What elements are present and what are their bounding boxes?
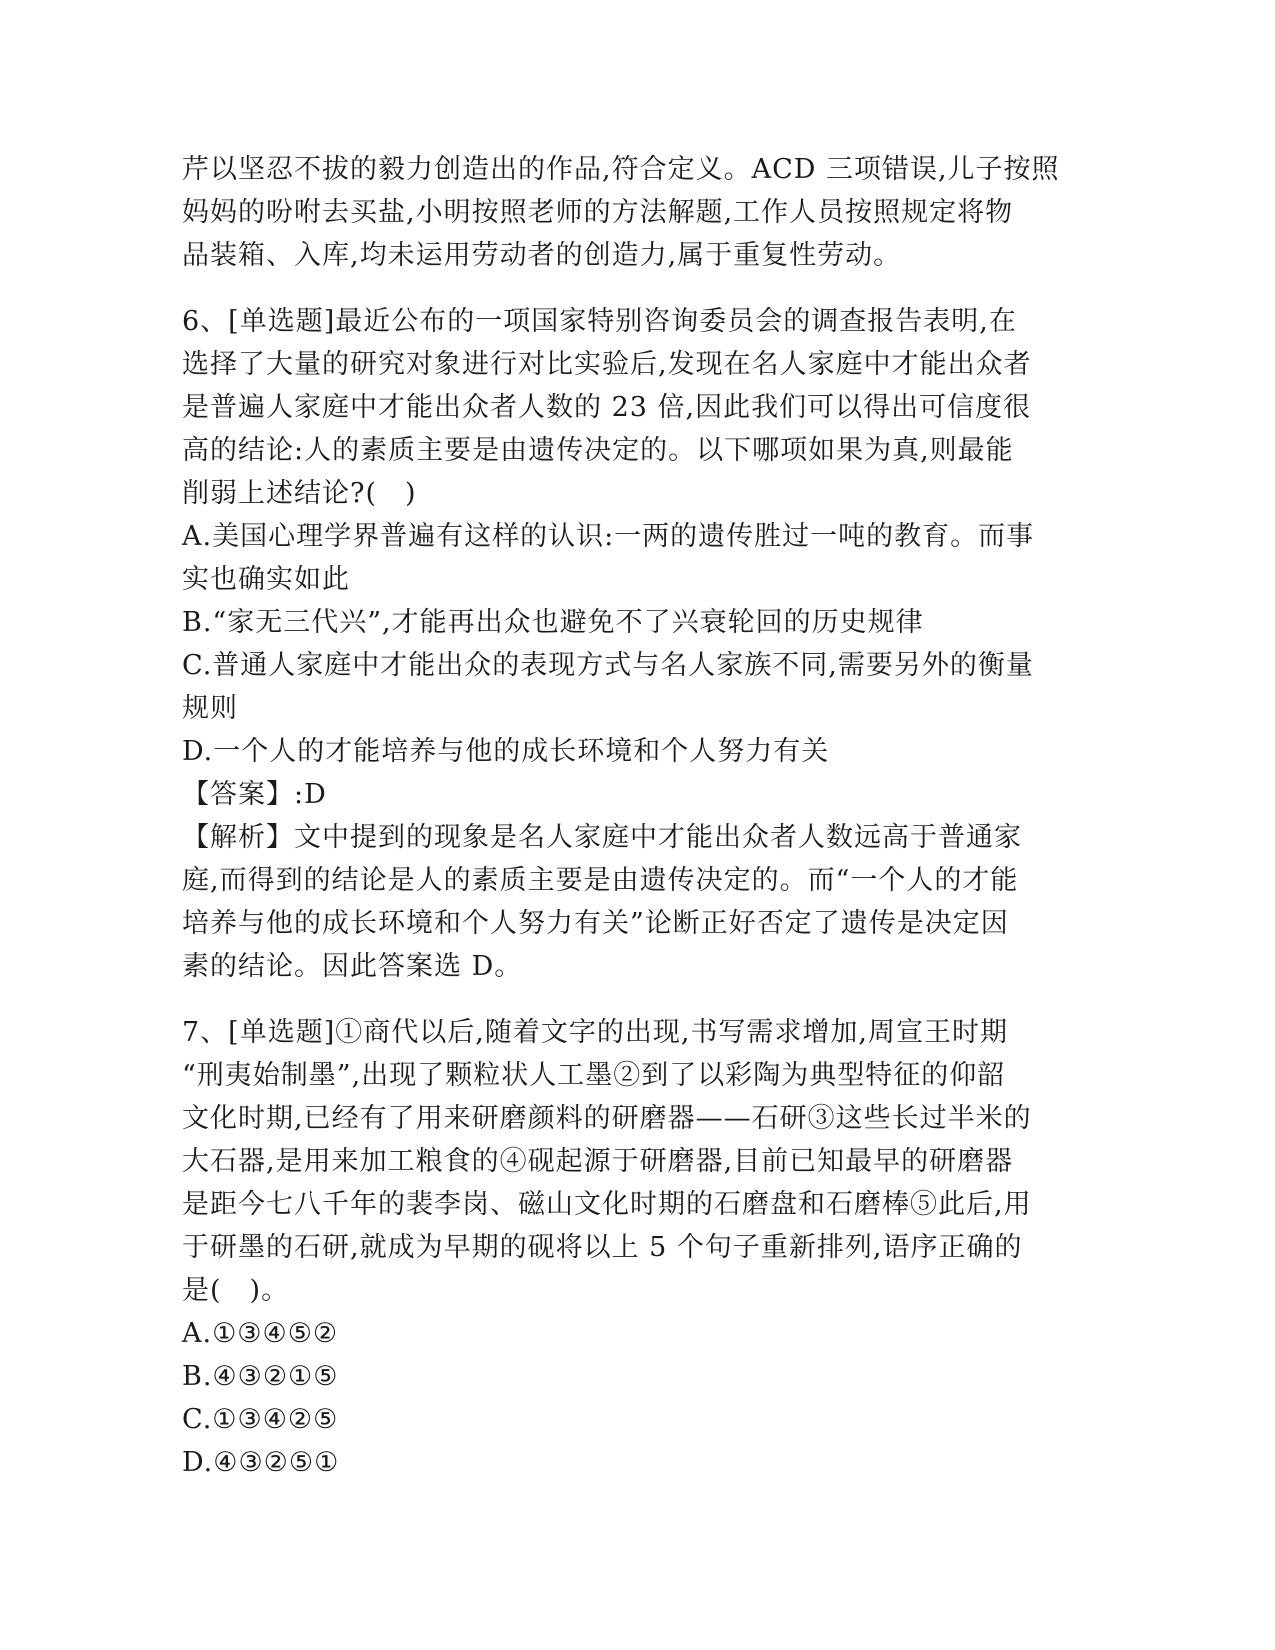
question-7-option-d: D.④③②⑤① xyxy=(182,1447,340,1478)
text-line: 是距今七八千年的裴李岗、磁山文化时期的石磨盘和石磨棒⑤此后,用 xyxy=(182,1189,1032,1220)
question-6-option-c xyxy=(182,644,1072,730)
text-line: 【解析】文中提到的现象是名人家庭中才能出众者人数远高于普通家 xyxy=(182,822,1022,853)
text-line: 培养与他的成长环境和个人努力有关”论断正好否定了遗传是决定因 xyxy=(182,908,1009,939)
text-line: 文化时期,已经有了用来研磨颜料的研磨器——石研③这些长过半米的 xyxy=(182,1103,1032,1134)
text-line: 是( )。 xyxy=(182,1275,290,1306)
question-6-analysis xyxy=(182,816,1072,988)
question-6-answer: 【答案】:D xyxy=(182,779,327,810)
text-line: 6、[单选题]最近公布的一项国家特别咨询委员会的调查报告表明,在 xyxy=(182,306,1017,337)
text-line: 高的结论:人的素质主要是由遗传决定的。以下哪项如果为真,则最能 xyxy=(182,435,1014,466)
text-line: 芹以坚忍不拔的毅力创造出的作品,符合定义。ACD 三项错误,儿子按照 xyxy=(182,154,1060,185)
question-6 xyxy=(182,300,1072,988)
text-line: 实也确实如此 xyxy=(182,564,350,595)
text-line: C.普通人家庭中才能出众的表现方式与名人家族不同,需要另外的衡量 xyxy=(182,650,1034,681)
question-6-stem xyxy=(182,300,1072,515)
text-line: 规则 xyxy=(182,693,238,724)
text-line: 大石器,是用来加工粮食的④砚起源于研磨器,目前已知最早的研磨器 xyxy=(182,1146,1014,1177)
question-7-option-c: C.①③④②⑤ xyxy=(182,1404,339,1435)
text-line: A.美国心理学界普遍有这样的认识:一两的遗传胜过一吨的教育。而事 xyxy=(182,521,1035,552)
text-line: “刑夷始制墨”,出现了颗粒状人工墨②到了以彩陶为典型特征的仰韶 xyxy=(182,1060,1006,1091)
text-line: 选择了大量的研究对象进行对比实验后,发现在名人家庭中才能出众者 xyxy=(182,349,1032,380)
text-line: 庭,而得到的结论是人的素质主要是由遗传决定的。而“一个人的才能 xyxy=(182,865,1019,896)
question-7-option-b: B.④③②①⑤ xyxy=(182,1361,339,1392)
text-line: 素的结论。因此答案选 D。 xyxy=(182,951,523,982)
question-6-option-d: D.一个人的才能培养与他的成长环境和个人努力有关 xyxy=(182,736,830,767)
text-line: 于研墨的石研,就成为早期的砚将以上 5 个句子重新排列,语序正确的 xyxy=(182,1232,1023,1263)
text-line: 7、[单选题]①商代以后,随着文字的出现,书写需求增加,周宣王时期 xyxy=(182,1017,1008,1048)
text-line: 妈妈的吩咐去买盐,小明按照老师的方法解题,工作人员按照规定将物 xyxy=(182,197,1014,228)
question-7 xyxy=(182,1011,1072,1484)
question-6-option-b: B.“家无三代兴”,才能再出众也避免不了兴衰轮回的历史规律 xyxy=(182,607,924,638)
document-page xyxy=(182,148,1072,1484)
text-line: 是普遍人家庭中才能出众者人数的 23 倍,因此我们可以得出可信度很 xyxy=(182,392,1032,423)
question-6-option-a xyxy=(182,515,1072,601)
text-line: 品装箱、入库,均未运用劳动者的创造力,属于重复性劳动。 xyxy=(182,240,902,271)
text-line: 削弱上述结论?( ) xyxy=(182,478,417,509)
question-7-option-a: A.①③④⑤② xyxy=(182,1318,339,1349)
previous-explanation xyxy=(182,148,1072,277)
question-7-stem xyxy=(182,1011,1072,1312)
